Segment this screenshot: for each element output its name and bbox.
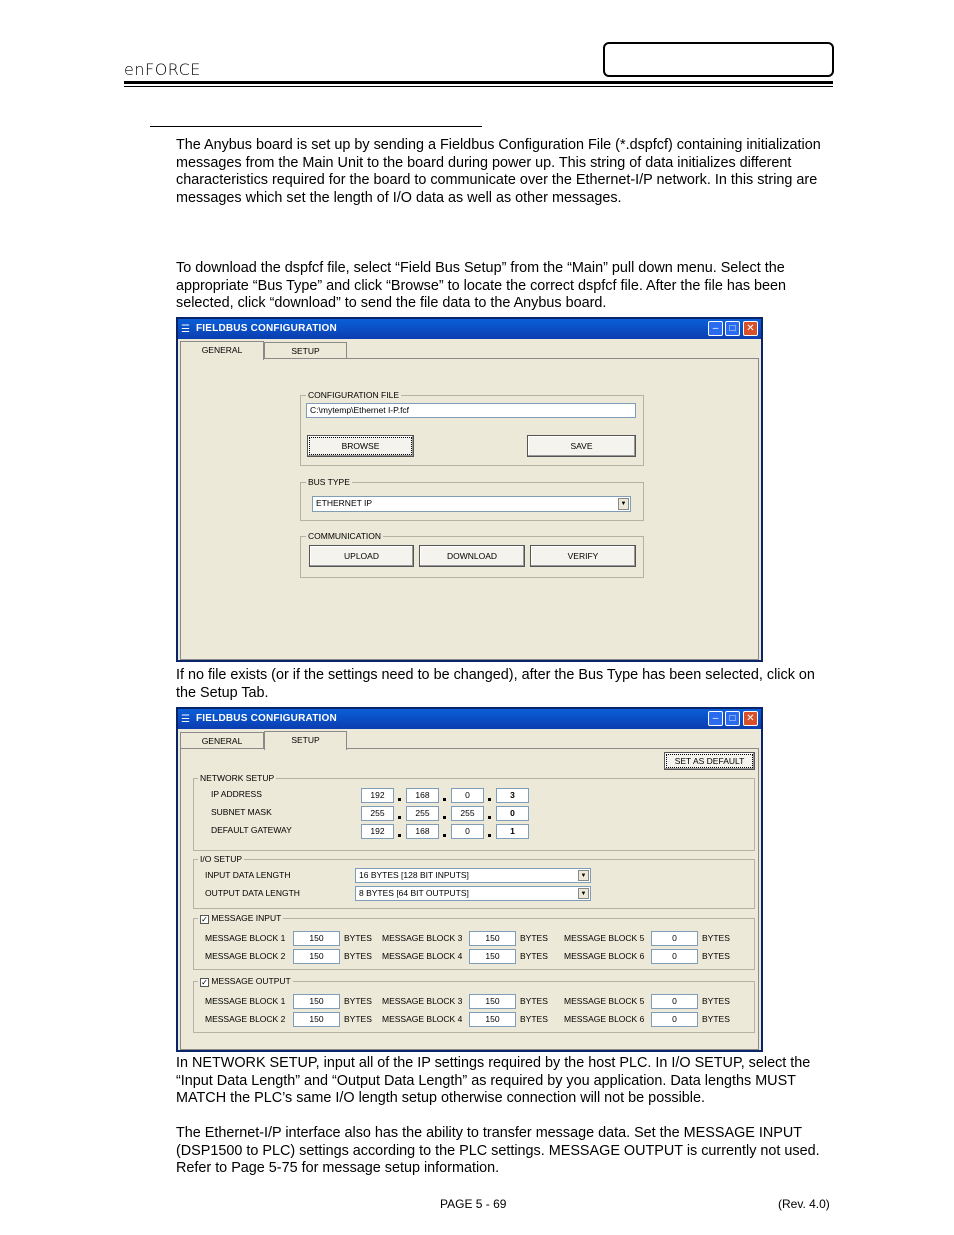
group-label: COMMUNICATION bbox=[308, 531, 382, 541]
message-output-checkbox[interactable]: ✓ bbox=[201, 978, 208, 987]
bytes-label: BYTES bbox=[520, 996, 548, 1006]
app-icon: ☰ bbox=[181, 324, 190, 335]
header-rule bbox=[124, 81, 833, 84]
revision: (Rev. 4.0) bbox=[778, 1197, 830, 1211]
output-data-length-label: OUTPUT DATA LENGTH bbox=[205, 888, 300, 898]
title-bar bbox=[178, 319, 761, 339]
chevron-down-icon[interactable]: ▼ bbox=[578, 888, 589, 899]
paragraph-intro: The Anybus board is set up by sending a Fieldbus Configuration File (*.dspfcf) containing initialization messages from the Main Unit to the board during power up. This string of data initializes different characteristics required for the board to communicate over the Ethernet-I/P network. In this string are messages which set the length of I/O data as well as other messages. bbox=[176, 137, 821, 206]
title-bar bbox=[178, 709, 761, 729]
ip-octet-2[interactable]: 168 bbox=[406, 788, 439, 803]
ip-octet-4[interactable]: 3 bbox=[496, 788, 529, 803]
group-label bbox=[198, 976, 293, 987]
config-file-input[interactable]: C:\mytemp\Ethernet I-P.fcf bbox=[306, 403, 636, 418]
mask-octet-1[interactable]: 255 bbox=[361, 806, 394, 821]
octet-separator bbox=[443, 816, 446, 819]
message-block-5-label: MESSAGE BLOCK 5 bbox=[564, 996, 645, 1006]
ip-address-label: IP ADDRESS bbox=[211, 789, 262, 799]
close-icon[interactable]: ✕ bbox=[743, 711, 758, 726]
message-input-checkbox[interactable]: ✓ bbox=[201, 915, 208, 924]
input-data-length-select[interactable] bbox=[355, 868, 591, 883]
gateway-octet-4[interactable]: 1 bbox=[496, 824, 529, 839]
message-output-block-4[interactable]: 150 bbox=[469, 1012, 516, 1027]
bytes-label: BYTES bbox=[702, 996, 730, 1006]
message-input-block-3[interactable]: 150 bbox=[469, 931, 516, 946]
bus-type-value: ETHERNET IP bbox=[316, 498, 373, 508]
octet-separator bbox=[488, 798, 491, 801]
message-block-1-label: MESSAGE BLOCK 1 bbox=[205, 996, 286, 1006]
paragraph-setup-tab: If no file exists (or if the settings need to be changed), after the Bus Type has been selected, click on the Setup Tab. bbox=[176, 667, 815, 701]
mask-octet-3[interactable]: 255 bbox=[451, 806, 484, 821]
enforce-logo: enFORCE bbox=[124, 60, 201, 79]
octet-separator bbox=[488, 816, 491, 819]
mask-octet-2[interactable]: 255 bbox=[406, 806, 439, 821]
fieldbus-config-dialog-general bbox=[176, 317, 763, 662]
bytes-label: BYTES bbox=[520, 933, 548, 943]
octet-separator bbox=[398, 816, 401, 819]
window-title: FIELDBUS CONFIGURATION bbox=[196, 713, 337, 724]
gateway-octet-3[interactable]: 0 bbox=[451, 824, 484, 839]
message-block-2-label: MESSAGE BLOCK 2 bbox=[205, 951, 286, 961]
section-title-underline bbox=[150, 126, 482, 127]
tab-general[interactable]: GENERAL bbox=[180, 341, 264, 360]
input-data-length-label: INPUT DATA LENGTH bbox=[205, 870, 291, 880]
gateway-octet-1[interactable]: 192 bbox=[361, 824, 394, 839]
message-output-block-2[interactable]: 150 bbox=[293, 1012, 340, 1027]
page-number: PAGE 5 - 69 bbox=[440, 1197, 507, 1211]
maximize-icon[interactable]: □ bbox=[725, 711, 740, 726]
browse-button[interactable]: BROWSE bbox=[307, 435, 414, 457]
save-button[interactable]: SAVE bbox=[527, 435, 636, 457]
octet-separator bbox=[443, 834, 446, 837]
bytes-label: BYTES bbox=[344, 1014, 372, 1024]
fieldbus-config-dialog-setup bbox=[176, 707, 763, 1052]
bytes-label: BYTES bbox=[520, 951, 548, 961]
input-data-length-value: 16 BYTES [128 BIT INPUTS] bbox=[359, 870, 469, 880]
group-label: I/O SETUP bbox=[200, 854, 243, 864]
group-label: NETWORK SETUP bbox=[200, 773, 275, 783]
message-output-block-5[interactable]: 0 bbox=[651, 994, 698, 1009]
tab-panel bbox=[180, 358, 759, 660]
network-setup-group bbox=[193, 773, 755, 851]
tab-panel bbox=[180, 748, 759, 1050]
octet-separator bbox=[398, 798, 401, 801]
bytes-label: BYTES bbox=[344, 951, 372, 961]
message-block-6-label: MESSAGE BLOCK 6 bbox=[564, 951, 645, 961]
close-icon[interactable]: ✕ bbox=[743, 321, 758, 336]
message-block-2-label: MESSAGE BLOCK 2 bbox=[205, 1014, 286, 1024]
message-input-block-5[interactable]: 0 bbox=[651, 931, 698, 946]
configuration-file-group bbox=[300, 390, 644, 466]
ip-octet-3[interactable]: 0 bbox=[451, 788, 484, 803]
bytes-label: BYTES bbox=[702, 1014, 730, 1024]
app-icon: ☰ bbox=[181, 714, 190, 725]
set-as-default-button[interactable]: SET AS DEFAULT bbox=[664, 752, 755, 770]
output-data-length-select[interactable] bbox=[355, 886, 591, 901]
tab-setup[interactable]: SETUP bbox=[264, 342, 347, 359]
group-label bbox=[198, 913, 283, 924]
octet-separator bbox=[398, 834, 401, 837]
message-output-label: MESSAGE OUTPUT bbox=[211, 976, 291, 986]
message-input-group bbox=[193, 913, 755, 970]
bytes-label: BYTES bbox=[344, 996, 372, 1006]
bytes-label: BYTES bbox=[702, 951, 730, 961]
gateway-octet-2[interactable]: 168 bbox=[406, 824, 439, 839]
message-input-block-2[interactable]: 150 bbox=[293, 949, 340, 964]
message-output-group bbox=[193, 976, 755, 1033]
message-block-6-label: MESSAGE BLOCK 6 bbox=[564, 1014, 645, 1024]
message-output-block-1[interactable]: 150 bbox=[293, 994, 340, 1009]
message-output-block-3[interactable]: 150 bbox=[469, 994, 516, 1009]
message-block-4-label: MESSAGE BLOCK 4 bbox=[382, 951, 463, 961]
upload-button[interactable]: UPLOAD bbox=[309, 545, 414, 567]
io-setup-group bbox=[193, 854, 755, 909]
bytes-label: BYTES bbox=[344, 933, 372, 943]
bytes-label: BYTES bbox=[702, 933, 730, 943]
bytes-label: BYTES bbox=[520, 1014, 548, 1024]
bus-type-group bbox=[300, 477, 644, 521]
message-block-1-label: MESSAGE BLOCK 1 bbox=[205, 933, 286, 943]
message-input-label: MESSAGE INPUT bbox=[211, 913, 282, 923]
message-output-block-6[interactable]: 0 bbox=[651, 1012, 698, 1027]
message-block-5-label: MESSAGE BLOCK 5 bbox=[564, 933, 645, 943]
message-input-block-1[interactable]: 150 bbox=[293, 931, 340, 946]
message-block-3-label: MESSAGE BLOCK 3 bbox=[382, 933, 463, 943]
chevron-down-icon[interactable]: ▼ bbox=[578, 870, 589, 881]
minimize-icon[interactable]: – bbox=[708, 321, 723, 336]
subnet-mask-label: SUBNET MASK bbox=[211, 807, 272, 817]
octet-separator bbox=[443, 798, 446, 801]
octet-separator bbox=[488, 834, 491, 837]
tab-setup[interactable]: SETUP bbox=[264, 731, 347, 750]
ip-octet-1[interactable]: 192 bbox=[361, 788, 394, 803]
paragraph-network-setup: In NETWORK SETUP, input all of the IP settings required by the host PLC. In I/O SETUP, select the “Input Data Length” and “Output Data Length” as required by you application. Data lengths MUST MATCH the PLC’s same I/O length setup otherwise connection will not be possible. bbox=[176, 1055, 811, 1107]
minimize-icon[interactable]: – bbox=[708, 711, 723, 726]
window-title: FIELDBUS CONFIGURATION bbox=[196, 323, 337, 334]
verify-button[interactable]: VERIFY bbox=[530, 545, 636, 567]
group-label: CONFIGURATION FILE bbox=[308, 390, 399, 400]
message-block-3-label: MESSAGE BLOCK 3 bbox=[382, 996, 463, 1006]
chevron-down-icon[interactable]: ▼ bbox=[618, 498, 629, 510]
message-block-4-label: MESSAGE BLOCK 4 bbox=[382, 1014, 463, 1024]
message-input-block-6[interactable]: 0 bbox=[651, 949, 698, 964]
mask-octet-4[interactable]: 0 bbox=[496, 806, 529, 821]
tab-general[interactable]: GENERAL bbox=[180, 732, 264, 749]
header-rule-thin bbox=[124, 86, 833, 87]
paragraph-message-data: The Ethernet-I/P interface also has the ability to transfer message data. Set the MESSAGE INPUT (DSP1500 to PLC) settings according to the PLC settings. MESSAGE OUTPUT is currently not used. Refer to Page 5-75 for message setup information. bbox=[176, 1125, 820, 1177]
header-box bbox=[603, 42, 834, 77]
communication-group bbox=[300, 531, 644, 578]
paragraph-download: To download the dspfcf file, select “Field Bus Setup” from the “Main” pull down menu. Select the appropriate “Bus Type” and click “Browse” to locate the correct dspfcf file. After the file has been selected, click “download” to send the file data to the Anybus board. bbox=[176, 260, 787, 312]
message-input-block-4[interactable]: 150 bbox=[469, 949, 516, 964]
bus-type-select[interactable] bbox=[312, 496, 631, 512]
output-data-length-value: 8 BYTES [64 BIT OUTPUTS] bbox=[359, 888, 469, 898]
default-gateway-label: DEFAULT GATEWAY bbox=[211, 825, 292, 835]
download-button[interactable]: DOWNLOAD bbox=[419, 545, 525, 567]
group-label: BUS TYPE bbox=[308, 477, 350, 487]
maximize-icon[interactable]: □ bbox=[725, 321, 740, 336]
